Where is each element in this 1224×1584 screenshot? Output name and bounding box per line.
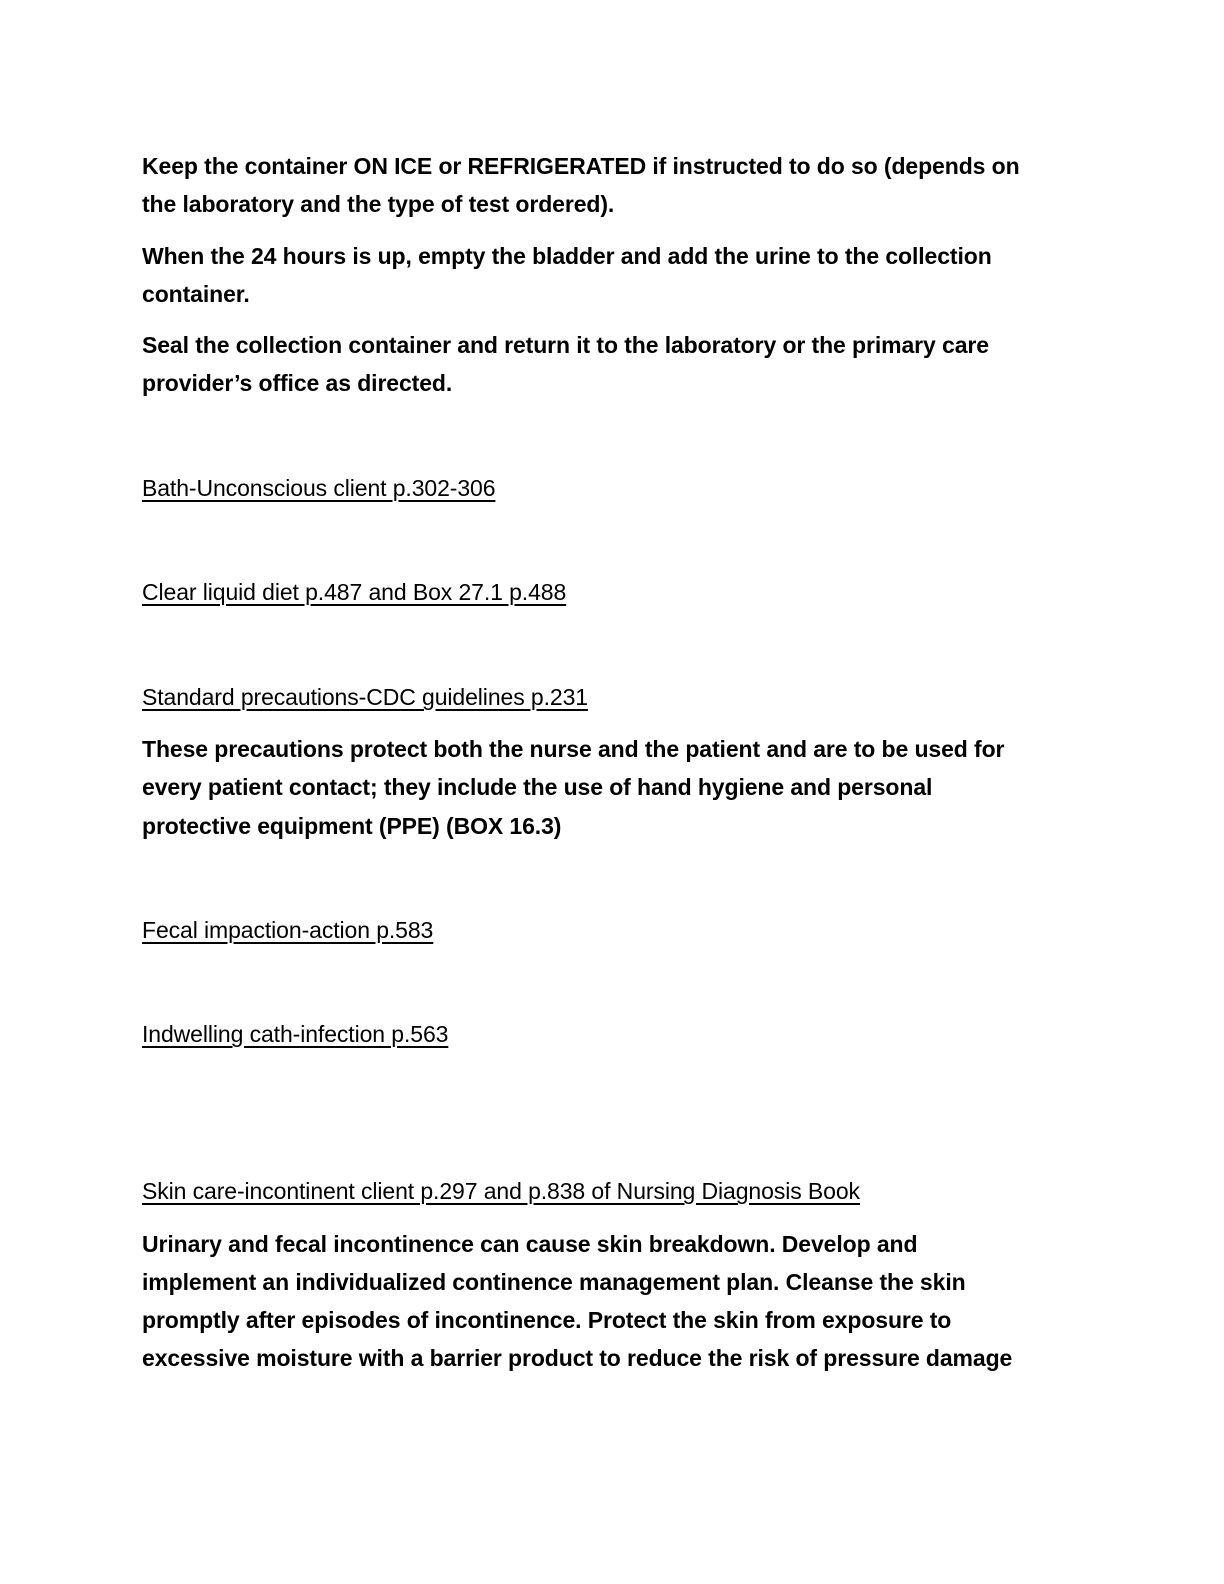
urine-collection-line-3: When the 24 hours is up, empty the bladder and add the urine to the collection xyxy=(142,243,992,269)
standard-precautions-line-2: every patient contact; they include the use of hand hygiene and personal xyxy=(142,774,933,800)
urine-collection-line-2: the laboratory and the type of test ordered). xyxy=(142,191,615,217)
indwelling-cath-heading: Indwelling cath-infection p.563 xyxy=(142,1021,449,1047)
urine-collection-line-5: Seal the collection container and return it to the laboratory or the primary care xyxy=(142,332,989,358)
bath-unconscious-heading: Bath-Unconscious client p.302-306 xyxy=(142,475,496,501)
clear-liquid-diet-heading: Clear liquid diet p.487 and Box 27.1 p.488 xyxy=(142,579,567,605)
skin-care-line-2: implement an individualized continence management plan. Cleanse the skin xyxy=(142,1269,966,1295)
urine-collection-line-1: Keep the container ON ICE or REFRIGERATED if instructed to do so (depends on xyxy=(142,153,1020,179)
skin-care-line-3: promptly after episodes of incontinence. Protect the skin from exposure to xyxy=(142,1307,952,1333)
urine-collection-line-4: container. xyxy=(142,281,250,307)
fecal-impaction-heading: Fecal impaction-action p.583 xyxy=(142,917,434,943)
skin-care-heading: Skin care-incontinent client p.297 and p.838 of Nursing Diagnosis Book xyxy=(142,1178,860,1204)
urine-collection-line-6: provider’s office as directed. xyxy=(142,370,453,396)
standard-precautions-line-3: protective equipment (PPE) (BOX 16.3) xyxy=(142,813,562,839)
standard-precautions-heading: Standard precautions-CDC guidelines p.231 xyxy=(142,684,588,710)
standard-precautions-line-1: These precautions protect both the nurse and the patient and are to be used for xyxy=(142,736,1005,762)
skin-care-line-1: Urinary and fecal incontinence can cause skin breakdown. Develop and xyxy=(142,1231,918,1257)
skin-care-line-4: excessive moisture with a barrier product to reduce the risk of pressure damage xyxy=(142,1345,1013,1371)
